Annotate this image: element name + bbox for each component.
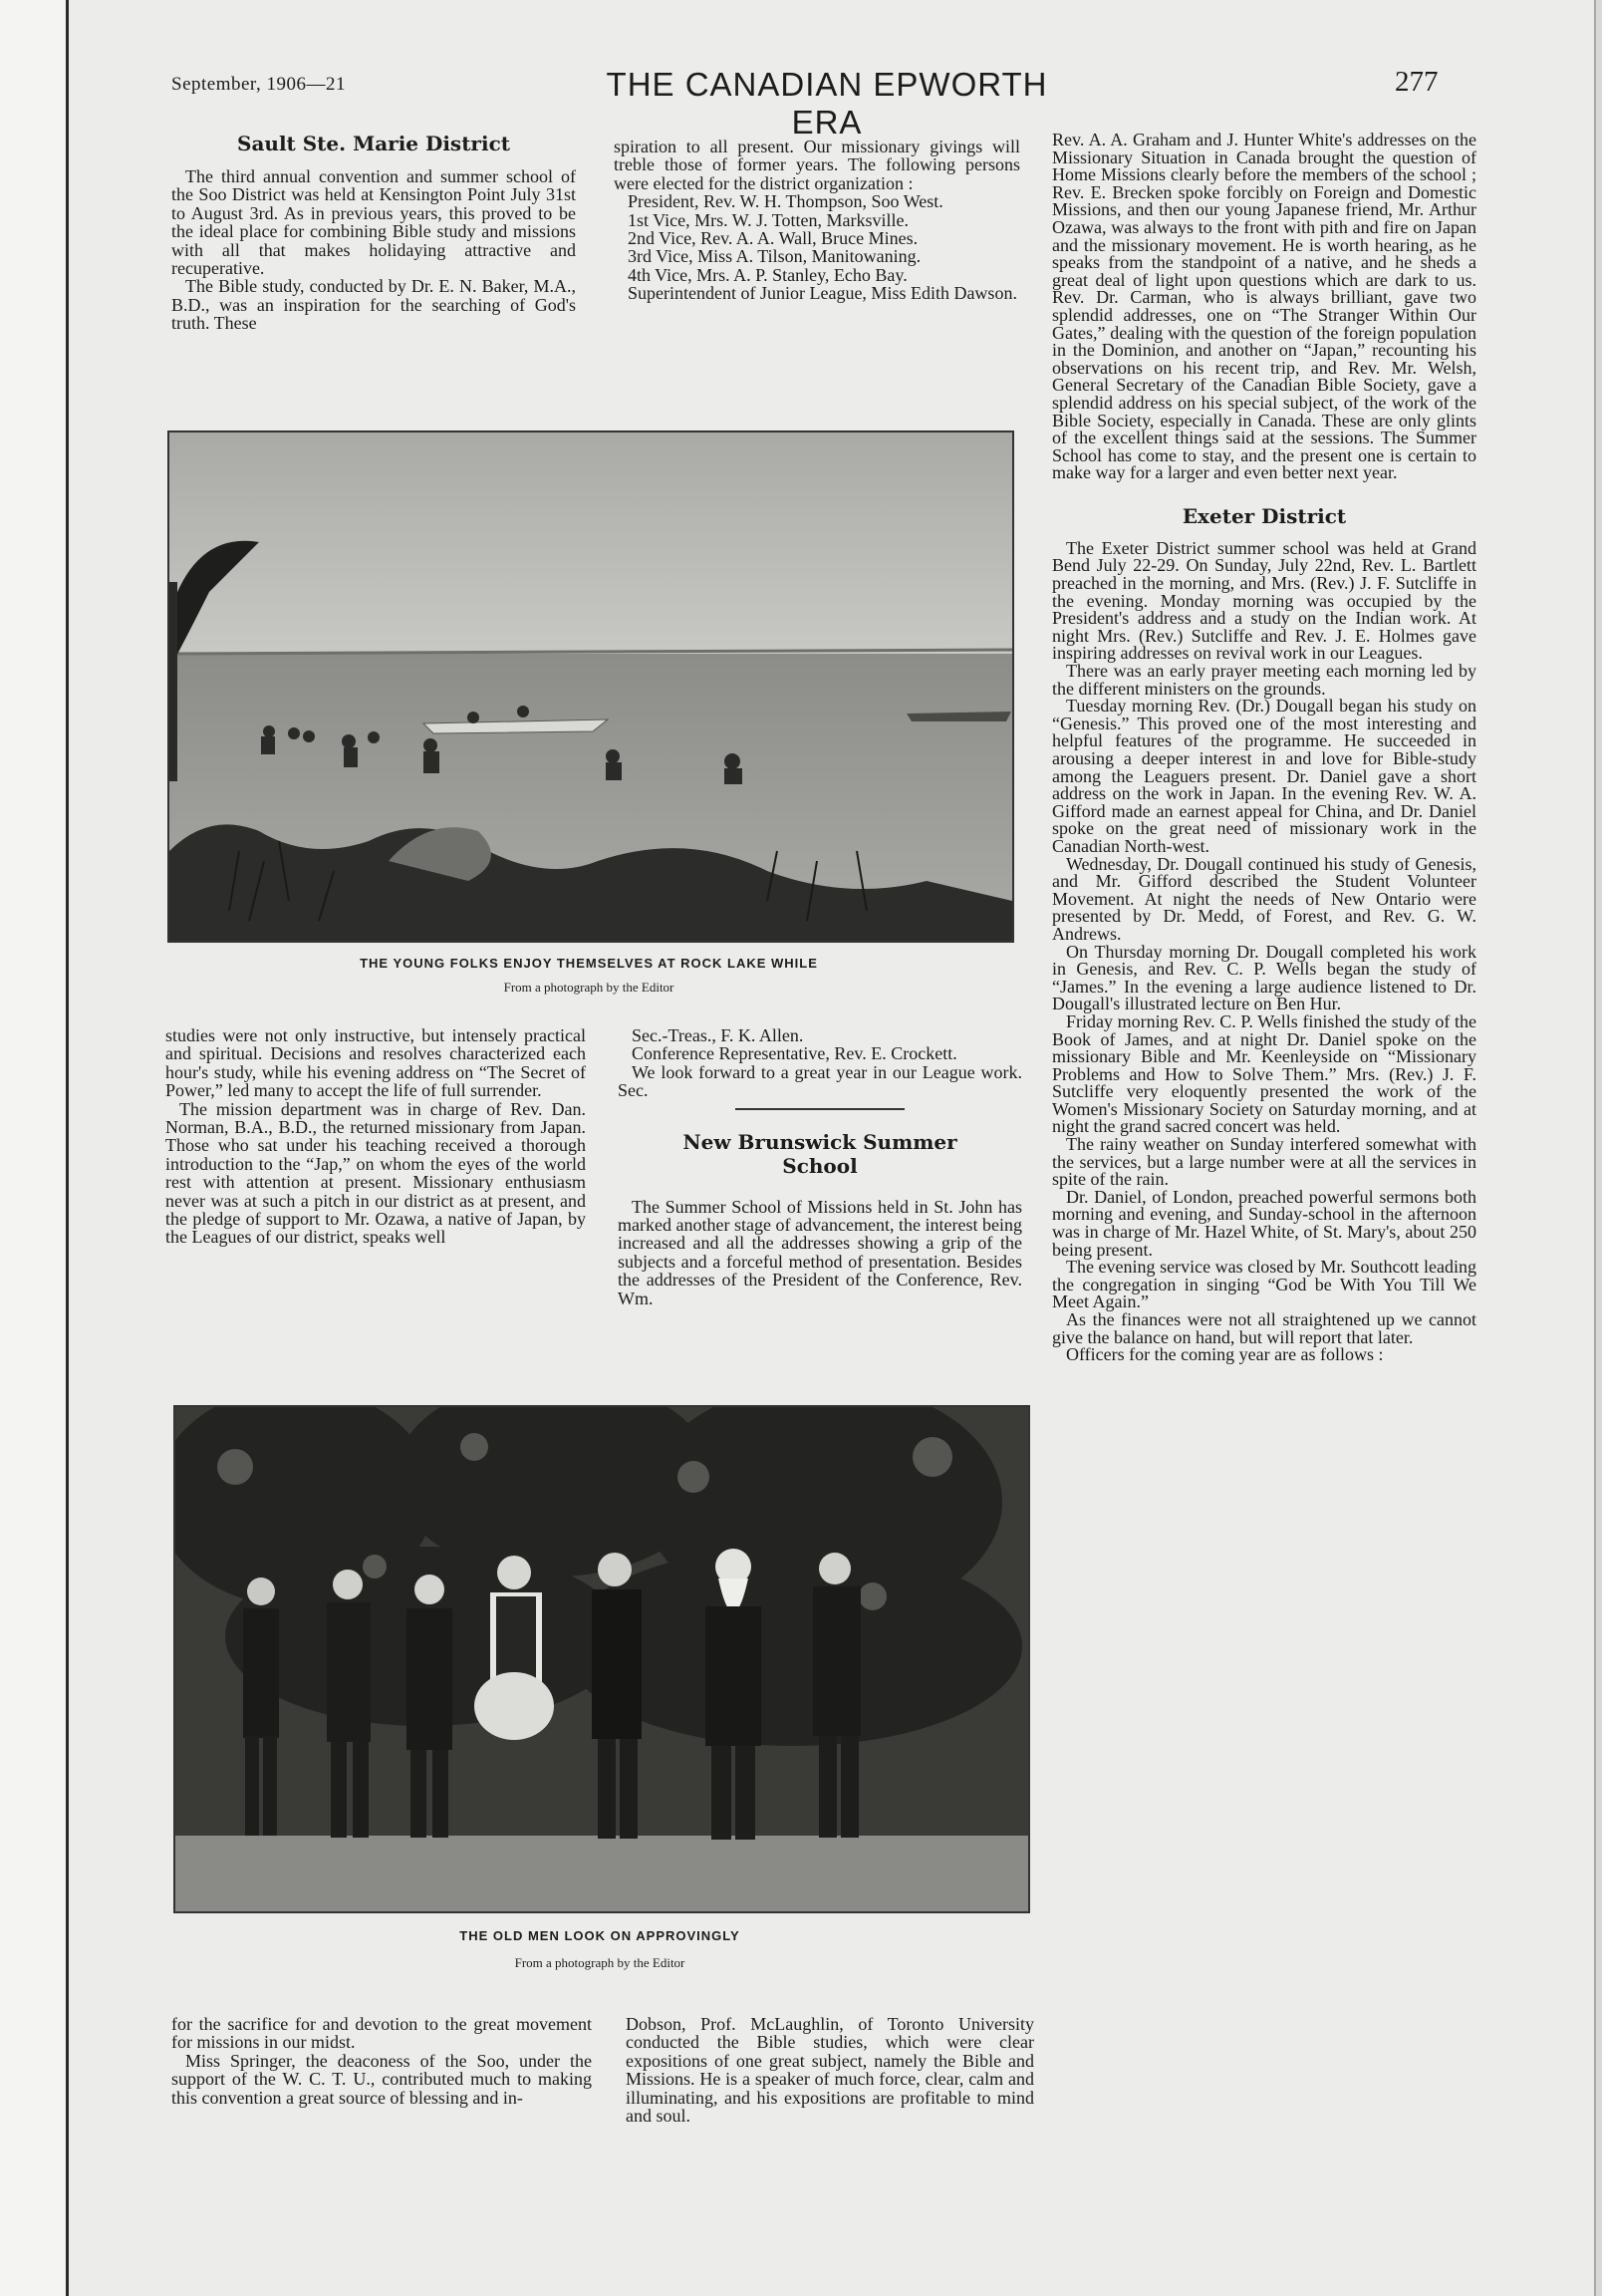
- sault-heading: Sault Ste. Marie District: [237, 132, 510, 155]
- old-men-photo-credit: From a photograph by the Editor: [514, 1955, 685, 1970]
- sault-paragraph-6: Miss Springer, the deaconess of the Soo, under the support of the W. C. T. U., contributed much to making this convention a great source of blessing and in-: [171, 2050, 592, 2108]
- exeter-paragraph-5: On Thursday morning Dr. Dougall completed his work in Genesis, and Rev. C. P. Wells began the study of “James.” In the evening a large audience listened to Dr. Dougall's illustrated lecture on Ben Hur.: [1052, 941, 1476, 1014]
- sault-officer-1: President, Rev. W. H. Thompson, Soo West.: [628, 191, 943, 212]
- sault-paragraph-2: The Bible study, conducted by Dr. E. N. Baker, M.A., B.D., was an inspiration for the searching of God's truth. These: [171, 276, 576, 334]
- sault-paragraph-3: studies were not only instructive, but intensely practical and spiritual. Decisions and resolves characterized each hour's study, while his evening address on “The Secret of Power,” led many to accept the life of full surrender.: [165, 1025, 586, 1101]
- sault-paragraph-7: spiration to all present. Our missionary givings will treble those of former years. The following persons were elected for the district organization :: [614, 137, 1020, 193]
- header-title: THE CANADIAN EPWORTH ERA: [606, 66, 1048, 141]
- sault-officer-6: Superintendent of Junior League, Miss Edith Dawson.: [628, 283, 1017, 304]
- col2-top: [614, 138, 1020, 303]
- sault-officer-4: 3rd Vice, Miss A. Tilson, Manitowaning.: [628, 246, 922, 267]
- col3: [1052, 132, 1476, 1364]
- new-brunswick-paragraph-1: The Summer School of Missions held in St. John has marked another stage of advancement, the interest being increased and all the addresses showing a grip of the subjects and a forceful method of presentation. Besides the addresses of the President of the Conference, Rev. Wm.: [618, 1196, 1022, 1308]
- sault-paragraph-9: Conference Representative, Rev. E. Crockett.: [632, 1043, 957, 1064]
- col1-bottom: [171, 2015, 592, 2107]
- old-men-photo: [173, 1405, 1030, 1913]
- sault-closing: [618, 1063, 1022, 1100]
- exeter-paragraph-1: The Exeter District summer school was held at Grand Bend July 22-29. On Sunday, July 22nd, Rev. L. Bartlett preached in the morning, and Mrs. (Rev.) J. F. Sutcliffe in the evening. Monday morning was occupied by the President's address and a study on the Indian work. At night Mrs. (Rev.) Sutcliffe and Rev. J. E. Holmes gave inspiring addresses on revival work in our Leagues.: [1052, 537, 1476, 664]
- col2-middle: [618, 1026, 1022, 1307]
- header-date-page: September, 1906—21: [171, 74, 346, 95]
- sault-officer-2: 1st Vice, Mrs. W. J. Totten, Marksville.: [628, 209, 909, 230]
- section-divider-rule: [735, 1108, 905, 1110]
- header-page-number: 277: [1395, 66, 1439, 98]
- sault-paragraph-8: Sec.-Treas., F. K. Allen.: [632, 1025, 804, 1045]
- exeter-paragraph-10: As the finances were not all straightened up we cannot give the balance on hand, but will report that later.: [1052, 1309, 1476, 1347]
- page-right-edge: [1594, 0, 1602, 2296]
- lake-photo-credit: From a photograph by the Editor: [503, 980, 674, 995]
- col1-top: [171, 132, 576, 333]
- new-brunswick-heading: [618, 1130, 1022, 1178]
- exeter-paragraph-8: Dr. Daniel, of London, preached powerful sermons both morning and evening, and Sunday-school in the afternoon was in charge of Mr. Hazel White, of St. Mary's, about 250 being present.: [1052, 1186, 1476, 1260]
- page-binding-edge: [0, 0, 69, 2296]
- sault-closing-signature: Sec.: [618, 1080, 649, 1101]
- new-brunswick-paragraph-2: Dobson, Prof. McLaughlin, of Toronto University conducted the Bible studies, which were clear expositions of one great subject, namely the Bible and Missions. He is a speaker of much force, clear, calm and illuminating, and his expositions are profitable to mind and soul.: [626, 2014, 1034, 2127]
- sault-closing-text: We look forward to a great year in our League work.: [632, 1061, 1022, 1082]
- sault-officer-5: 4th Vice, Mrs. A. P. Stanley, Echo Bay.: [628, 264, 908, 285]
- exeter-paragraph-2: There was an early prayer meeting each morning led by the different ministers on the grounds.: [1052, 661, 1476, 699]
- col1-middle: [165, 1026, 586, 1247]
- exeter-paragraph-9: The evening service was closed by Mr. Southcott leading the congregation in singing “God be With You Till We Meet Again.”: [1052, 1257, 1476, 1312]
- sault-paragraph-4: The mission department was in charge of Rev. Dan. Norman, B.A., B.D., the returned missionary from Japan. Those who sat under his teaching received a thorough introduction to the “Jap,” on whom the eyes of the world rest with attention at present. Missionary enthusiasm never was at such a pitch in our district as at present, and the pledge of support to Mr. Ozawa, a native of Japan, by the Leagues of our district, speaks well: [165, 1098, 586, 1248]
- exeter-paragraph-6: Friday morning Rev. C. P. Wells finished the study of the Book of James, and at night Dr. Daniel spoke on the missionary Bible and Mr. Keenleyside on “Missionary Problems and How to Solve Them.” Mrs. (Rev.) J. F. Sutcliffe very eloquently presented the work of the Women's Missionary Society on Saturday morning, and at night the grand sacred concert was held.: [1052, 1010, 1476, 1137]
- exeter-paragraph-11: Officers for the coming year are as follows :: [1066, 1344, 1384, 1365]
- sault-officer-3: 2nd Vice, Rev. A. A. Wall, Bruce Mines.: [628, 228, 919, 249]
- sault-paragraph-1: The third annual convention and summer school of the Soo District was held at Kensington Point July 31st to August 3rd. As in previous years, this proved to be the ideal place for combining Bible study and missions with all that makes holidaying attractive and recuperative.: [171, 166, 576, 279]
- exeter-heading: Exeter District: [1182, 503, 1347, 528]
- col3-paragraph-1: Rev. A. A. Graham and J. Hunter White's addresses on the Missionary Situation in Canada brought the question of Home Missions clearly before the members of the school ; Rev. E. Brecken spoke forcibly on Foreign and Domestic Missions, and then our young Japanese friend, Mr. Arthur Ozawa, was always to the front with pith and fire on Japan and the missionary movement. He is worth hearing, as he speaks from the standpoint of a native, and he sheds a great deal of light upon questions which are dark to us. Rev. Dr. Carman, who is always brilliant, gave two splendid addresses, one on “The Stranger Within Our Gates,” dealing with the question of the foreign population in the Dominion, and another on “Japan,” recounting his observations on his recent trip, and Rev. Mr. Welsh, General Secretary of the Canadian Bible Society, gave a splendid address on his special subject, of the work of the Bible Society, especially in Canada. These are only glints of the excellent things said at the sessions. The Summer School has come to stay, and the present one is certain to make way for a larger and even better next year.: [1052, 130, 1476, 483]
- old-men-photo-caption: THE OLD MEN LOOK ON APPROVINGLY: [459, 1928, 740, 1943]
- exeter-paragraph-4: Wednesday, Dr. Dougall continued his study of Genesis, and Mr. Gifford described the Student Volunteer Movement. At night the needs of New Ontario were presented by Dr. Medd, of Forest, and Rev. G. W. Andrews.: [1052, 853, 1476, 944]
- lake-photo: [167, 430, 1014, 943]
- lake-photo-caption: THE YOUNG FOLKS ENJOY THEMSELVES AT ROCK LAKE WHILE: [360, 956, 818, 971]
- new-brunswick-heading-line-1: New Brunswick Summer: [682, 1129, 957, 1154]
- new-brunswick-heading-line-2: School: [782, 1153, 858, 1178]
- col2-bottom: [626, 2015, 1034, 2125]
- exeter-paragraph-7: The rainy weather on Sunday interfered somewhat with the services, but a large number were at all the services in spite of the rain.: [1052, 1134, 1476, 1190]
- exeter-paragraph-3: Tuesday morning Rev. (Dr.) Dougall began his study on “Genesis.” This proved one of the most interesting and helpful features of the programme. He succeeded in arousing a deeper interest in and love for Bible-study among the Leaguers present. Dr. Daniel gave a short address on the work in Japan. In the evening Rev. W. A. Gifford made an earnest appeal for China, and Dr. Daniel spoke on the great need of missionary work in the Canadian North-west.: [1052, 696, 1476, 856]
- sault-paragraph-5: for the sacrifice for and devotion to the great movement for missions in our midst.: [171, 2014, 592, 2053]
